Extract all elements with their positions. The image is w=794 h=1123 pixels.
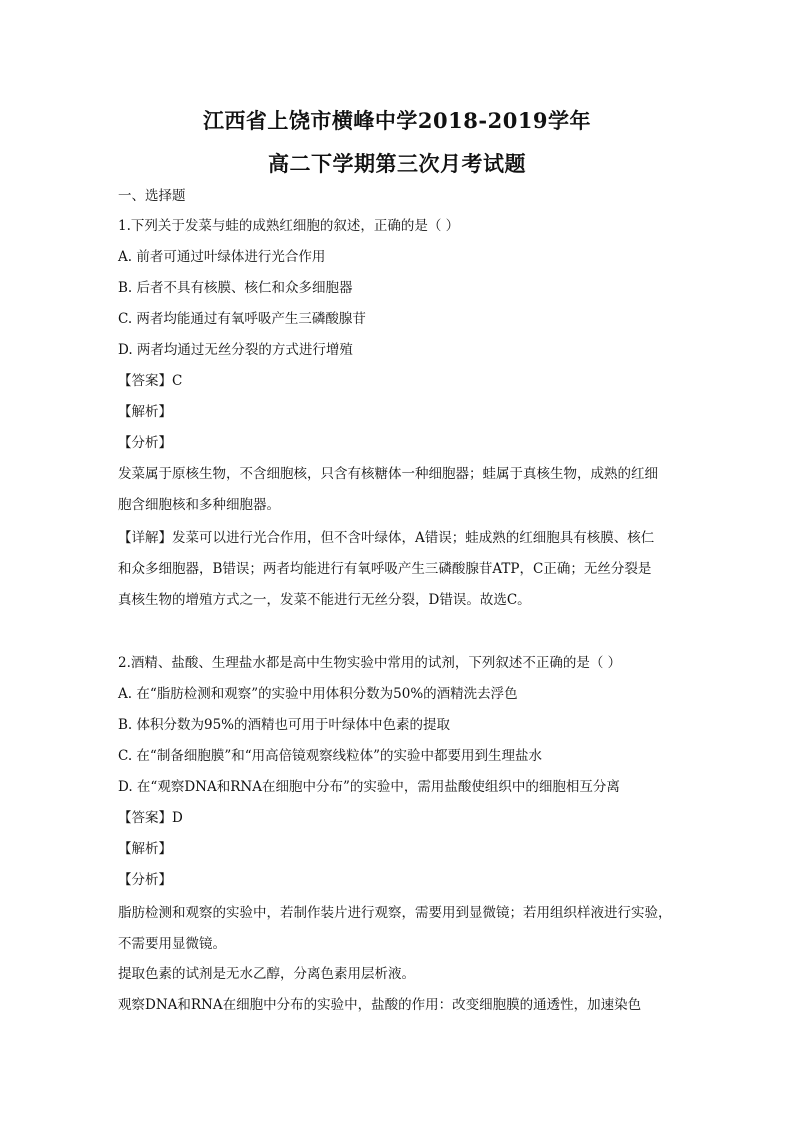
q1-detail-line: 【详解】发菜可以进行光合作用，但不含叶绿体，A错误；蛙成熟的红细胞具有核膜、核仁 [118, 530, 655, 546]
q2-fenxi-line: 不需要用显微镜。 [118, 936, 226, 952]
document-title: 江西省上饶市横峰中学2018-2019学年 [202, 108, 592, 133]
q1-detail-line: 和众多细胞器，B错误；两者均能进行有氧呼吸产生三磷酸腺苷ATP，C正确；无丝分裂是 [118, 561, 652, 577]
q1-fenxi-line: 胞含细胞核和多种细胞器。 [118, 497, 280, 513]
q1-stem: 1.下列关于发菜与蛙的成熟红细胞的叙述，正确的是（ ） [118, 218, 460, 234]
q2-option-a: A. 在“脂肪检测和观察”的实验中用体积分数为50%的酒精洗去浮色 [118, 686, 518, 702]
q2-fenxi-line: 观察DNA和RNA在细胞中分布的实验中，盐酸的作用：改变细胞膜的通透性，加速染色 [118, 997, 642, 1013]
q2-option-d: D. 在“观察DNA和RNA在细胞中分布”的实验中，需用盐酸使组织中的细胞相互分离 [118, 779, 620, 795]
q2-fenxi-line: 提取色素的试剂是无水乙醇，分离色素用层析液。 [118, 966, 415, 982]
q1-option-b: B. 后者不具有核膜、核仁和众多细胞器 [118, 280, 353, 296]
q1-analysis-heading: 【解析】 [118, 404, 172, 420]
q1-option-c: C. 两者均能通过有氧呼吸产生三磷酸腺苷 [118, 311, 366, 327]
section-heading: 一、选择题 [118, 188, 186, 204]
q1-option-a: A. 前者可通过叶绿体进行光合作用 [118, 249, 326, 265]
q2-answer: 【答案】D [118, 810, 183, 826]
q1-detail-line: 真核生物的增殖方式之一，发菜不能进行无丝分裂，D错误。故选C。 [118, 592, 531, 608]
q1-answer: 【答案】C [118, 373, 183, 389]
document-subtitle: 高二下学期第三次月考试题 [268, 151, 526, 176]
q2-analysis-heading: 【解析】 [118, 841, 172, 857]
q2-fenxi-line: 脂肪检测和观察的实验中，若制作装片进行观察，需要用到显微镜；若用组织样液进行实验， [118, 905, 672, 921]
q1-fenxi-heading: 【分析】 [118, 435, 172, 451]
q1-option-d: D. 两者均通过无丝分裂的方式进行增殖 [118, 342, 353, 358]
q2-fenxi-heading: 【分析】 [118, 872, 172, 888]
q2-option-c: C. 在“制备细胞膜”和“用高倍镜观察线粒体”的实验中都要用到生理盐水 [118, 748, 543, 764]
q2-option-b: B. 体积分数为95%的酒精也可用于叶绿体中色素的提取 [118, 717, 451, 733]
q2-stem: 2.酒精、盐酸、生理盐水都是高中生物实验中常用的试剂，下列叙述不正确的是（ ） [118, 655, 622, 671]
q1-fenxi-line: 发菜属于原核生物，不含细胞核，只含有核糖体一种细胞器；蛙属于真核生物，成熟的红细 [118, 466, 658, 482]
